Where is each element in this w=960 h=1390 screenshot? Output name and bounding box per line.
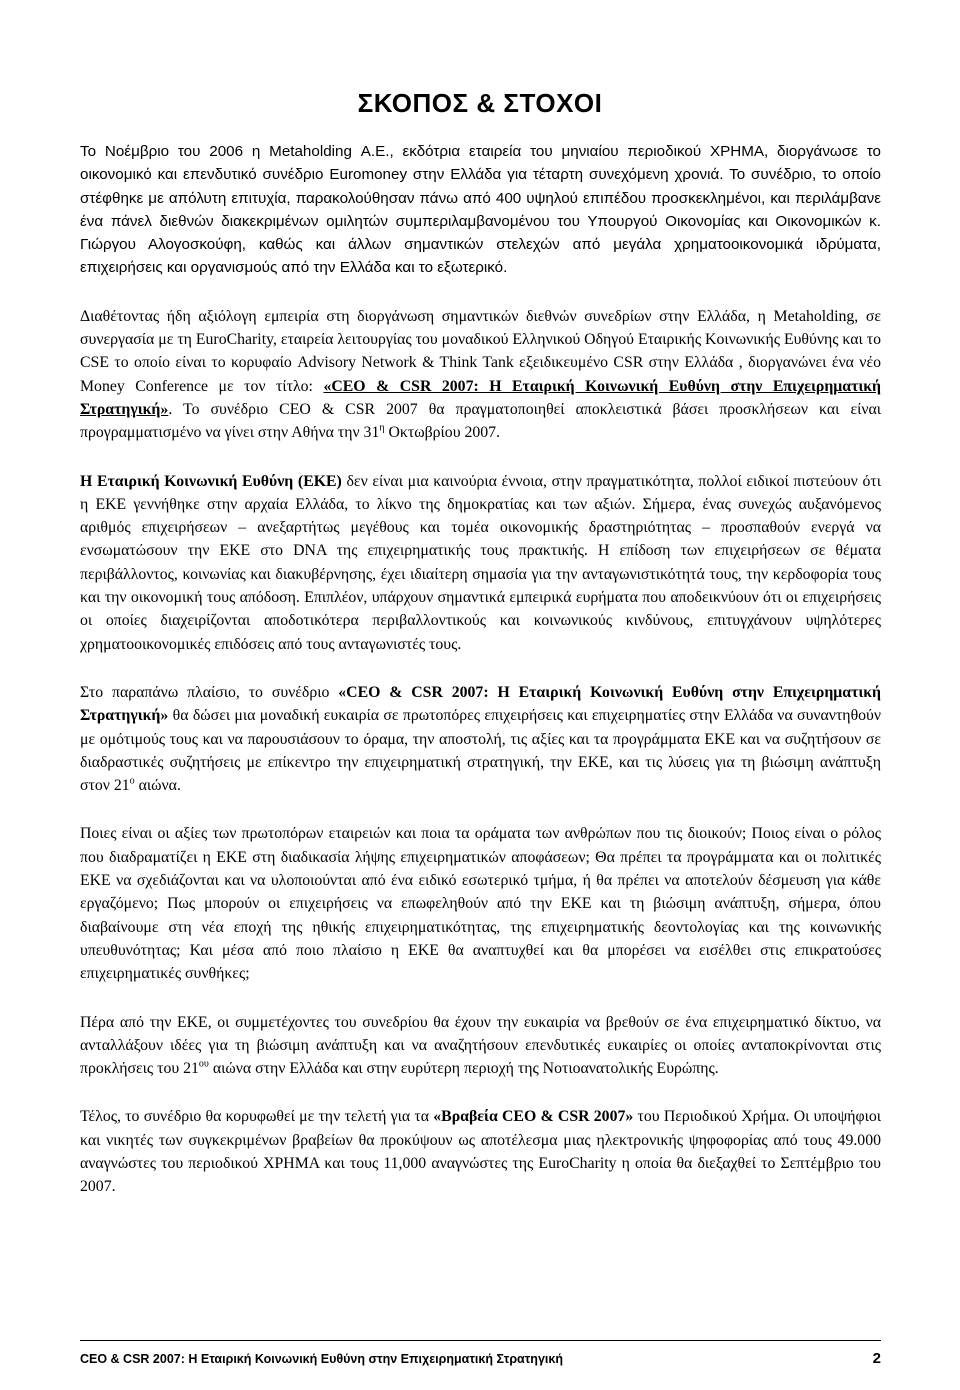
footer-title: CEO & CSR 2007: Η Εταιρική Κοινωνική Ευθύνη στην Επιχειρηματική Στρατηγική (80, 1352, 563, 1366)
paragraph-conference-text-c: . Το συνέδριο CEO & CSR 2007 θα πραγματοποιηθεί αποκλειστικά βάσει προσκλήσεων και είναι προγραμματισμένο να γίνει στην Αθήνα την 31 (80, 400, 881, 442)
ordinal-superscript: ου (198, 1058, 209, 1070)
conference-title-emphasis: «CEO & CSR 2007: Η Εταιρική Κοινωνική Ευθύνη στην Επιχειρηματική Στρατηγική» (80, 377, 882, 418)
paragraph-questions: Ποιες είναι οι αξίες των πρωτοπόρων εταιρειών και ποια τα οράματα των ανθρώπων που τις διοικούν; Ποιος είναι ο ρόλος που διαδραματίζει η ΕΚΕ στη διαδικασία λήψης επιχειρηματικών αποφάσεων; Θα πρέπει τα προγράμματα και οι πολιτικές ΕΚΕ να σχεδιάζονται και να υλοποιούνται από ένα ειδικό εσωτερικό τμήμα, ή θα πρέπει να αποτελούν δέσμευση για κάθε εργαζόμενο; Πως μπορούν οι επιχειρήσεις να επωφεληθούν από την ΕΚΕ και τη βιώσιμη ανάπτυξη, σήμερα, όπου διαβαίνουμε στη νέα εποχή της ηθικής επιχειρηματικότητας, της επιχειρηματικής δεοντολογίας και της κοινωνικής υπευθυνότητας; Και μέσα από ποιο πλαίσιο η ΕΚΕ θα αναπτυχθεί και θα μπορέσει να εισέλθει στις επικρατούσες επιχειρηματικές συνθήκες; (80, 825, 881, 983)
csr-term-bold: Η Εταιρική Κοινωνική Ευθύνη (ΕΚΕ) (80, 472, 342, 490)
ordinal-superscript: η (379, 423, 385, 434)
paragraph-context-text-b: θα δώσει μια μοναδική ευκαιρία σε πρωτοπόρες επιχειρήσεις και επιχειρηματίες στην Ελλάδα να συναντηθούν με ομότιμούς τους και να παρουσιάσουν το όραμα, την αποστολή, τις αξίες και τα προγράμματα ΕΚΕ και να συζητήσουν σε διαδραστικές συζητήσεις με επίκεντρο την επιχειρηματική στρατηγική, την ΕΚΕ, και τις λύσεις για τη βιώσιμη ανάπτυξη στον 21 (80, 707, 881, 795)
ordinal-superscript: ο (129, 775, 135, 787)
paragraph-networking-text-b: αιώνα στην Ελλάδα και στην ευρύτερη περιοχή της Νοτιοανατολικής Ευρώπης. (208, 1060, 719, 1078)
awards-title-bold: «Βραβεία CEO & CSR 2007» (433, 1108, 634, 1126)
page-number: 2 (872, 1350, 881, 1367)
paragraph-awards (80, 1105, 881, 1198)
paragraph-awards-text-a: Τέλος, το συνέδριο θα κορυφωθεί με την τελετή για τα (80, 1108, 434, 1126)
paragraph-conference (80, 305, 881, 445)
paragraph-context (80, 681, 881, 797)
paragraph-networking-text-a: Πέρα από την ΕΚΕ, οι συμμετέχοντες του συνεδρίου θα έχουν την ευκαιρία να βρεθούν σε ένα επιχειρηματικό δίκτυο, να ανταλλάξουν ιδέες για τη βιώσιμη ανάπτυξη και να αναζητήσουν επενδυτικές ευκαιρίες οι οποίες ανταποκρίνονται στις προκλήσεις του 21 (80, 1013, 881, 1078)
paragraph-context-text-c: αιώνα. (134, 777, 181, 795)
paragraph-awards-text-b: του Περιοδικού Χρήμα. Οι υποψήφιοι και νικητές των συγκεκριμένων βραβείων θα προκύψουν ως αποτέλεσμα μιας ηλεκτρονικής ψηφοφορίας από τους 49.000 αναγνώστες του περιοδικού ΧΡΗΜΑ και τους 11,000 αναγνώστες της EuroCharity η οποία θα διεξαχθεί το Σεπτέμβριο του 2007. (80, 1108, 881, 1196)
page-title: ΣΚΟΠΟΣ & ΣΤΟΧΟΙ (357, 88, 603, 118)
footer-divider (80, 1340, 881, 1341)
paragraph-conference-text-a: Διαθέτοντας ήδη αξιόλογη εμπειρία στη διοργάνωση σημαντικών διεθνών συνεδρίων στην Ελλάδα, η Metaholding, σε συνεργασία με τη EuroCharity, εταιρεία λειτουργίας του μοναδικού Ελληνικού Οδηγού Εταιρικής Κοινωνικής Ευθύνης και το CSE το οποίο είναι το κορυφαίο Advisory Network & Think Tank εξειδικευμένο CSR στην Ελλάδα , διοργανώνει ένα νέο Money Conference με τον τίτλο: (80, 307, 881, 395)
document-body (80, 140, 881, 1224)
paragraph-context-text-a: Στο παραπάνω πλαίσιο, το συνέδριο (80, 683, 339, 701)
conference-title-bold: «CEO & CSR 2007: Η Εταιρική Κοινωνική Ευθύνη στην Επιχειρηματική Στρατηγική» (80, 683, 881, 725)
paragraph-csr-text: δεν είναι μια καινούρια έννοια, στην πραγματικότητα, πολλοί ειδικοί πιστεύουν ότι η ΕΚΕ γεννήθηκε στην αρχαία Ελλάδα, το λίκνο της δημοκρατίας και των αξιών. Σήμερα, ένας συνεχώς αυξανόμενος αριθμός επιχειρήσεων – ανεξαρτήτως μεγέθους και τομέα οικονομικής δραστηριότητας – προσπαθούν ενεργά να ενσωματώσουν την ΕΚΕ στο DNA της επιχειρηματικής τους πρακτικής. Η επίδοση των επιχειρήσεων σε θέματα περιβάλλοντος, κοινωνίας και διακυβέρνησης, έχει ιδιαίτερη σημασία για την ανταγωνιστικότητά τους, την κερδοφορία τους και την οικονομική τους απόδοση. Επιπλέον, υπάρχουν σημαντικά εμπειρικά ευρήματα που αποδεικνύουν ότι οι επιχειρήσεις οι οποίες διαχειρίζονται αποδοτικότερα περιβαλλοντικούς και κοινωνικούς κινδύνους, επιτυγχάνουν υψηλότερες χρηματοοικονομικές επιδόσεις από τους ανταγωνιστές τους. (80, 472, 881, 653)
paragraph-csr (80, 470, 881, 656)
paragraph-conference-text-d: Οκτωβρίου 2007. (384, 424, 501, 442)
paragraph-intro: Το Νοέμβριο του 2006 η Metaholding Α.Ε., εκδότρια εταιρεία του μηνιαίου περιοδικού ΧΡΗΜΑ, διοργάνωσε το οικονομικό και επενδυτικό συνέδριο Euromoney στην Ελλάδα για τέταρτη συνεχόμενη χρονιά. Το συνέδριο, το οποίο στέφθηκε με απόλυτη επιτυχία, παρακολούθησαν πάνω από 400 υψηλού επιπέδου προσκεκλημένοι, και περιλάμβανε ένα πάνελ διεθνών διακεκριμένων ομιλητών συμπεριλαμβανομένου του Υπουργού Οικονομίας και Οικονομικών κ. Γιώργου Αλογοσκούφη, καθώς και άλλων σημαντικών στελεχών από μεγάλα χρηματοοικονομικά ιδρύματα, επιχειρήσεις και οργανισμούς από την Ελλάδα και το εξωτερικό. (80, 143, 881, 277)
paragraph-networking (80, 1011, 881, 1081)
